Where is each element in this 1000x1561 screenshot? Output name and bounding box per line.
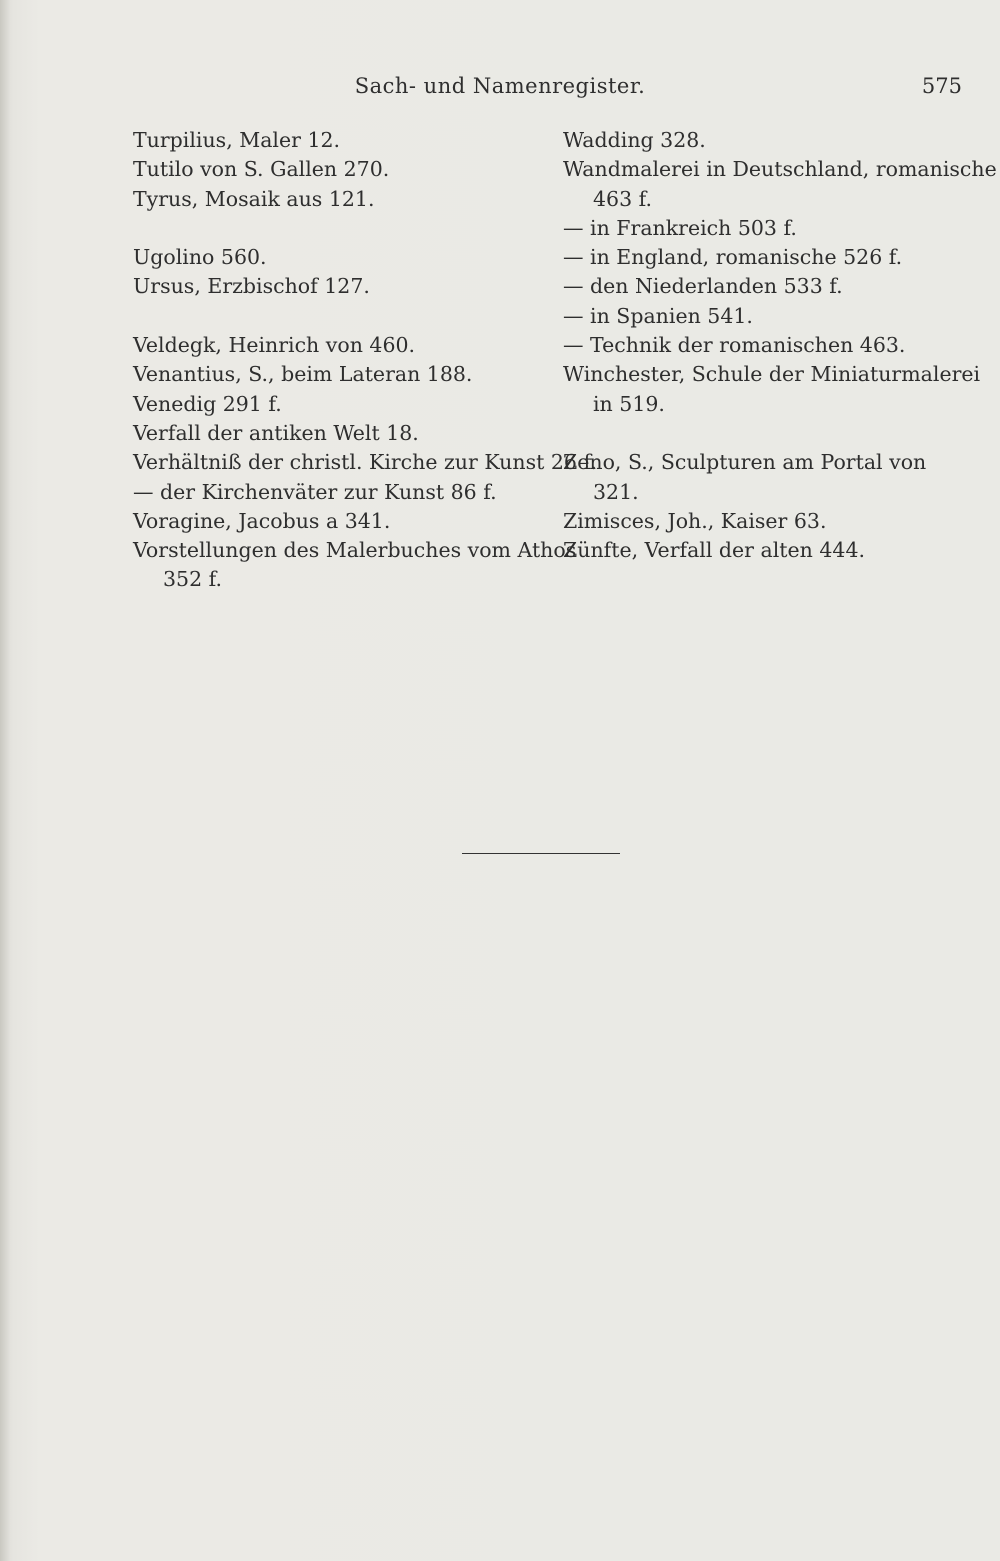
index-entry: Venedig 291 f. (133, 391, 282, 416)
index-entry: Tyrus, Mosaik aus 121. (133, 186, 375, 211)
index-entry: — in Spanien 541. (563, 303, 753, 328)
entry-spacer (133, 214, 553, 243)
index-entry: Venantius, S., beim Lateran 188. (133, 362, 473, 387)
index-entry: — in Frankreich 503 f. (563, 215, 797, 240)
index-entry: Verfall der antiken Welt 18. (133, 420, 419, 445)
index-entry: — in England, romanische 526 f. (563, 245, 903, 270)
index-entry-continuation: 321. (593, 479, 639, 504)
index-entry: Turpilius, Maler 12. (133, 128, 341, 152)
index-entry: Ugolino 560. (133, 245, 267, 270)
index-entry: Winchester, Schule der Miniaturmalerei (563, 362, 981, 387)
index-entry: Wandmalerei in Deutschland, romanische (563, 157, 997, 182)
page-number: 575 (921, 74, 962, 98)
index-entry: — den Niederlanden 533 f. (563, 274, 843, 299)
index-entry: Tutilo von S. Gallen 270. (133, 157, 390, 182)
index-entry: Zeno, S., Sculpturen am Portal von (563, 450, 927, 475)
index-column-left (133, 126, 597, 595)
entry-spacer (563, 419, 963, 448)
end-rule (462, 853, 620, 854)
binding-edge (0, 0, 10, 1561)
index-entry: Zünfte, Verfall der alten 444. (563, 538, 866, 563)
index-entry: Ursus, Erzbischof 127. (133, 274, 370, 299)
index-entry: Veldegk, Heinrich von 460. (133, 333, 416, 358)
index-entry: Voragine, Jacobus a 341. (133, 508, 391, 533)
index-entry: Wadding 328. (563, 128, 706, 152)
index-entry: — Technik der romanischen 463. (563, 333, 906, 358)
entry-spacer (133, 302, 553, 331)
index-column-right (563, 126, 997, 565)
index-entry: Vorstellungen des Malerbuches vom Athos (133, 538, 577, 563)
index-entry-continuation: in 519. (593, 391, 665, 416)
index-entry: — der Kirchenväter zur Kunst 86 f. (133, 479, 497, 504)
index-entry-continuation: 352 f. (163, 567, 223, 592)
index-entry: Zimisces, Joh., Kaiser 63. (563, 508, 827, 533)
running-header: Sach- und Namenregister. (354, 74, 646, 98)
index-entry: Verhältniß der christl. Kirche zur Kunst 26 f. (133, 450, 597, 475)
index-entry-continuation: 463 f. (593, 186, 653, 211)
